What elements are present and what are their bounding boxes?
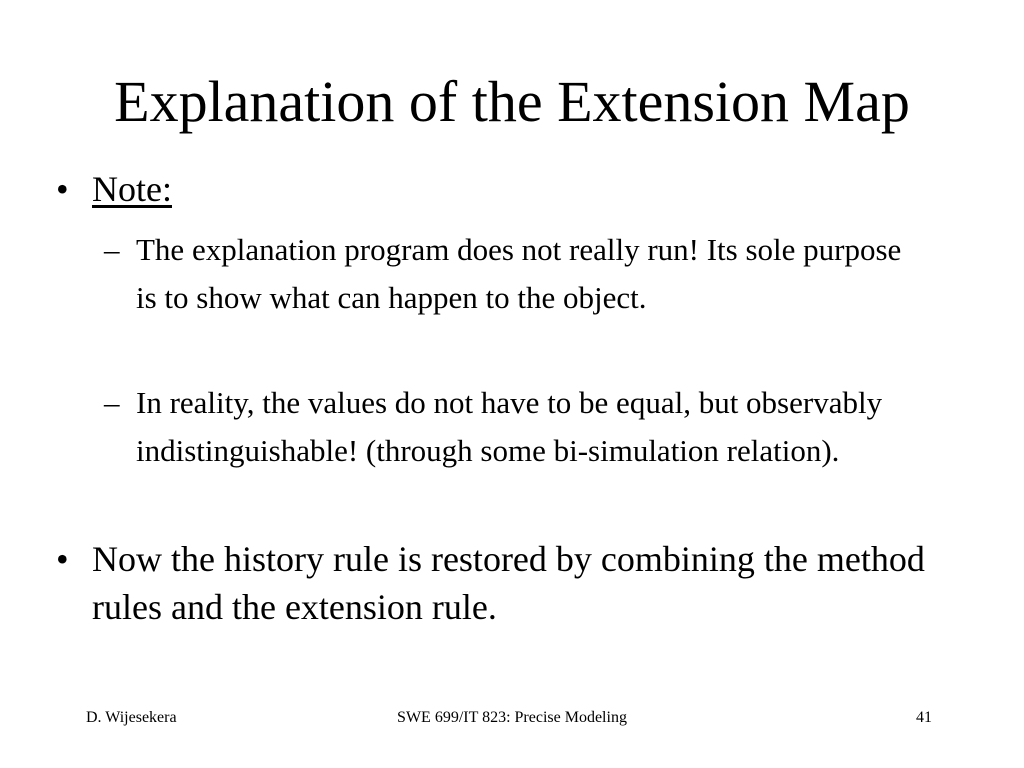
bullet-history-rule <box>56 535 956 635</box>
slide-title: Explanation of the Extension Map <box>114 69 910 134</box>
bullet-marker: • <box>56 539 69 579</box>
footer-course: SWE 699/IT 823: Precise Modeling <box>397 709 627 726</box>
bullet-text: Now the history rule is restored by combining the method rules and the extension rule. <box>92 539 925 627</box>
footer-author: D. Wijesekera <box>86 709 177 726</box>
sub-bullet-marker: – <box>104 232 120 267</box>
sub-bullet-text: The explanation program does not really run! Its sole purpose is to show what can happen to the object. <box>136 232 902 315</box>
bullet-marker: • <box>56 169 69 209</box>
bullet-note <box>56 165 956 213</box>
sub-bullet-text: In reality, the values do not have to be equal, but observably indistinguishable! (through some bi-simulation relation). <box>136 385 883 468</box>
sub-bullet-explanation-program <box>104 226 924 370</box>
footer-page-number: 41 <box>916 709 932 726</box>
bullet-text: Note: <box>92 169 172 209</box>
sub-bullet-reality-values <box>104 379 924 523</box>
sub-bullet-marker: – <box>104 385 120 420</box>
